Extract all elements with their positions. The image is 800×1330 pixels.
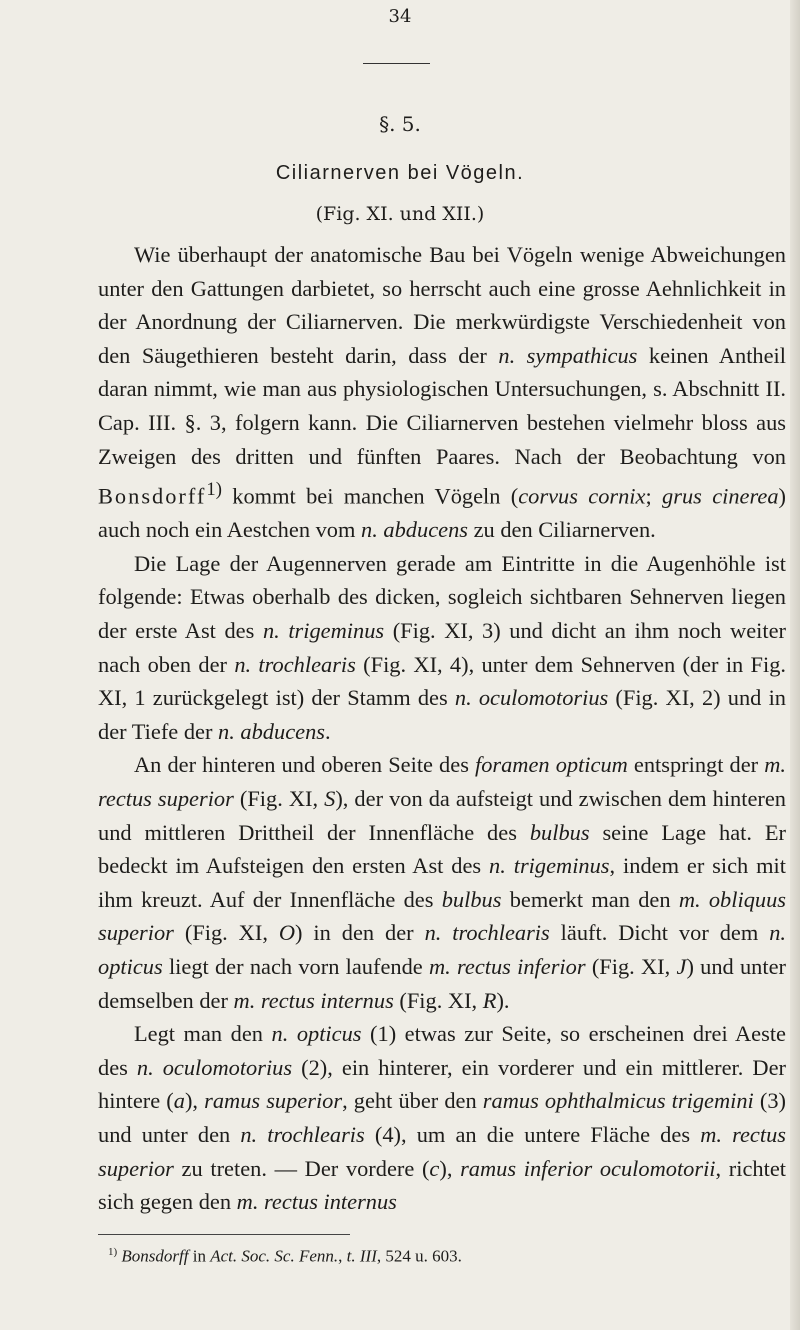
latin-term: foramen opticum xyxy=(474,752,628,778)
latin-term: n. trochlearis xyxy=(234,651,356,677)
latin-term: corvus cornix xyxy=(518,483,646,509)
latin-term: t. III xyxy=(346,1246,377,1266)
latin-term: m. rectus superior xyxy=(98,752,786,811)
text-run: ), der von da aufsteigt und zwischen dem hinteren und mittleren Drittheil der Innenfläche des xyxy=(98,785,786,845)
text-run: ), xyxy=(439,1155,461,1181)
text-run: (3) und unter den xyxy=(98,1088,786,1147)
latin-term: n. opticus xyxy=(271,1021,362,1047)
page-number: 34 xyxy=(388,6,412,27)
text-run: , indem er sich mit ihm kreuzt. Auf der Innenfläche des xyxy=(98,853,786,912)
latin-term: n. oculomotorius xyxy=(136,1054,293,1080)
latin-term: m. rectus inferior xyxy=(428,953,586,979)
text-run: (2), ein hinterer, ein vorderer und ein mittlerer. Der hintere ( xyxy=(98,1054,786,1114)
latin-term: ramus ophthalmicus trigemini xyxy=(482,1088,754,1114)
text-run: seine Lage hat. Er bedeckt im Aufsteigen den ersten Ast des xyxy=(98,819,787,879)
latin-term: R xyxy=(482,987,497,1013)
text-run: . xyxy=(324,718,331,744)
latin-term: m. rectus internus xyxy=(233,987,394,1013)
text-run: ), xyxy=(184,1088,205,1114)
latin-term: n. trigeminus xyxy=(489,853,610,879)
latin-term: n. trigeminus xyxy=(262,618,385,643)
text-run: An der hinteren und oberen Seite des xyxy=(134,752,475,778)
latin-term: S xyxy=(324,785,336,811)
text-run: liegt der nach vorn laufende xyxy=(162,953,429,979)
paragraph xyxy=(98,238,786,547)
text-run: , 524 u. 603. xyxy=(376,1246,462,1266)
text-run: zu treten. — Der vordere ( xyxy=(173,1155,430,1181)
text-run: Legt man den xyxy=(134,1021,272,1047)
latin-term: ramus superior xyxy=(204,1088,343,1114)
latin-term: n. trochlearis xyxy=(424,920,550,946)
text-run: (Fig. XI, xyxy=(173,920,279,946)
latin-term: n. opticus xyxy=(98,920,787,979)
text-run: entspringt der xyxy=(627,752,765,778)
latin-term: m. rectus superior xyxy=(98,1121,786,1181)
page-edge xyxy=(790,0,800,1330)
text-run: (Fig. XI, xyxy=(585,953,677,979)
paragraph xyxy=(98,1017,786,1219)
text-run: (1) etwas zur Seite, so erscheinen drei Aeste des xyxy=(98,1021,786,1080)
latin-term: c xyxy=(429,1155,440,1181)
text-run: bemerkt man den xyxy=(501,886,679,912)
paragraph xyxy=(98,748,786,1017)
section-number: §. 5. xyxy=(379,112,421,136)
latin-term: bulbus xyxy=(529,819,590,845)
body-text xyxy=(98,238,786,1219)
text-run: ) und unter demselben der xyxy=(98,953,786,1013)
text-run: ). xyxy=(496,987,510,1013)
footnote-marker: 1) xyxy=(206,479,222,501)
text-run: (4), um an die untere Fläche des xyxy=(364,1121,701,1147)
latin-term: ramus inferior oculomotorii xyxy=(460,1155,716,1181)
latin-term: n. oculomotorius xyxy=(454,685,609,711)
footnote xyxy=(108,1246,768,1267)
latin-term: grus cinerea xyxy=(662,483,779,509)
latin-term: a xyxy=(173,1088,185,1114)
text-run: (Fig. XI, xyxy=(393,987,483,1013)
text-run: , geht über den xyxy=(342,1088,483,1114)
text-run: , richtet sich gegen den xyxy=(98,1155,786,1215)
text-run: ) in den der xyxy=(295,920,425,946)
text-run: Wie überhaupt der anatomische Bau bei Vögeln wenige Abweichungen unter den Gattungen darbietet, so herrscht auch eine grosse Aehnlichkeit in der Anordnung der Ciliarnerven. Die merkwürdigste Verschiedenheit von den Säugethieren besteht darin, dass der xyxy=(98,242,786,368)
text-run: zu den Ciliarnerven. xyxy=(467,517,656,543)
latin-term: n. sympathicus xyxy=(498,342,638,368)
header-rule xyxy=(363,63,430,64)
latin-term: Act. Soc. Sc. Fenn. xyxy=(210,1246,339,1266)
latin-term: n. abducens xyxy=(218,718,325,744)
section-subtitle: (Fig. XI. und XII.) xyxy=(315,203,485,225)
text-run: keinen Antheil daran nimmt, wie man aus physiologischen Untersuchungen, s. Abschnitt II. Cap. III. §. 3, folgern kann. Die Ciliarnerven bestehen vielmehr bloss aus Zweigen des dritten und fünften Paares. Nach der Beobachtung von xyxy=(98,342,786,469)
latin-term: m. rectus internus xyxy=(236,1189,397,1215)
latin-term: O xyxy=(278,920,296,946)
paragraph xyxy=(98,547,786,749)
footnote-rule xyxy=(98,1234,350,1235)
text-run: ) auch noch ein Aestchen vom xyxy=(98,483,786,543)
text-run: (Fig. XI, 2) und in der Tiefe der xyxy=(98,685,786,744)
latin-term: bulbus xyxy=(441,886,502,912)
text-run: Die Lage der Augennerven gerade am Eintritte in die Augenhöhle ist folgende: Etwas oberhalb des dicken, sogleich sichtbaren Sehnerven liegen der erste Ast des xyxy=(98,550,786,643)
footnote-marker: 1) xyxy=(108,1246,118,1258)
text-run: , xyxy=(338,1246,347,1266)
author-name: Bonsdorff xyxy=(98,483,207,509)
text-run: in xyxy=(188,1246,211,1266)
section-title: Ciliarnerven bei Vögeln. xyxy=(275,162,525,184)
latin-term: m. obliquus superior xyxy=(98,886,786,946)
text-run: kommt bei manchen Vögeln ( xyxy=(221,483,519,509)
latin-term: Bonsdorff xyxy=(121,1246,189,1266)
latin-term: n. trochlearis xyxy=(240,1121,365,1147)
text-run: (Fig. XI, 3) und dicht an ihm noch weiter nach oben der xyxy=(98,618,786,677)
latin-term: n. abducens xyxy=(361,517,468,543)
text-run: ; xyxy=(645,483,663,509)
latin-term: J xyxy=(676,953,687,979)
text-run: (Fig. XI, 4), unter dem Sehnerven (der in Fig. XI, 1 zurückgelegt ist) der Stamm des xyxy=(98,651,787,711)
text-run: läuft. Dicht vor dem xyxy=(549,920,770,946)
text-run: (Fig. XI, xyxy=(233,785,325,811)
